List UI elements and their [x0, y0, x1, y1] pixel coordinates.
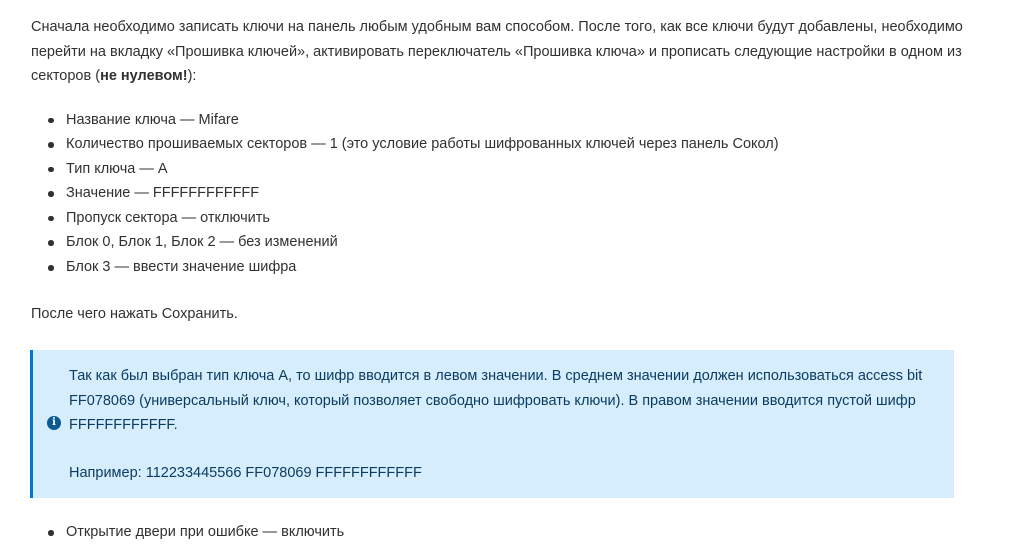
list-item: Открытие двери при ошибке — включить	[66, 520, 344, 545]
info-icon: i	[47, 416, 61, 430]
after-list	[31, 520, 344, 545]
intro-paragraph	[31, 15, 981, 89]
note-example: Например: 112233445566 FF078069 FFFFFFFFFFFF	[69, 465, 422, 481]
settings-list	[31, 108, 981, 280]
list-item: Количество прошиваемых секторов — 1 (это условие работы шифрованных ключей через панель Сокол)	[66, 132, 981, 157]
intro-text-after: ):	[187, 68, 197, 84]
list-item: Тип ключа — А	[66, 157, 981, 182]
intro-text-before: Сначала необходимо записать ключи на панель любым удобным вам способом. После того, как все ключи будут добавлены, необходимо перейти на вкладку «Прошивка ключей», активировать переключатель «Прошивка ключа» и прописать следующие настройки в одном из секторов (	[31, 19, 963, 84]
list-item: Пропуск сектора — отключить	[66, 206, 981, 231]
info-note	[30, 350, 954, 498]
list-item: Название ключа — Mifare	[66, 108, 981, 133]
after-paragraph: После чего нажать Сохранить.	[31, 305, 238, 322]
article-content	[31, 15, 981, 326]
note-text: Так как был выбран тип ключа А, то шифр вводится в левом значении. В среднем значении должен использоваться access bit FF078069 (универсальный ключ, который позволяет свободно шифровать ключи). В правом значении вводится пустой шифр FFFFFFFFFFFF.	[69, 368, 923, 433]
intro-strong-text: не нулевом!	[100, 68, 188, 84]
list-item: Блок 3 — ввести значение шифра	[66, 255, 981, 280]
list-item: Значение — FFFFFFFFFFFF	[66, 181, 981, 206]
list-item: Блок 0, Блок 1, Блок 2 — без изменений	[66, 230, 981, 255]
